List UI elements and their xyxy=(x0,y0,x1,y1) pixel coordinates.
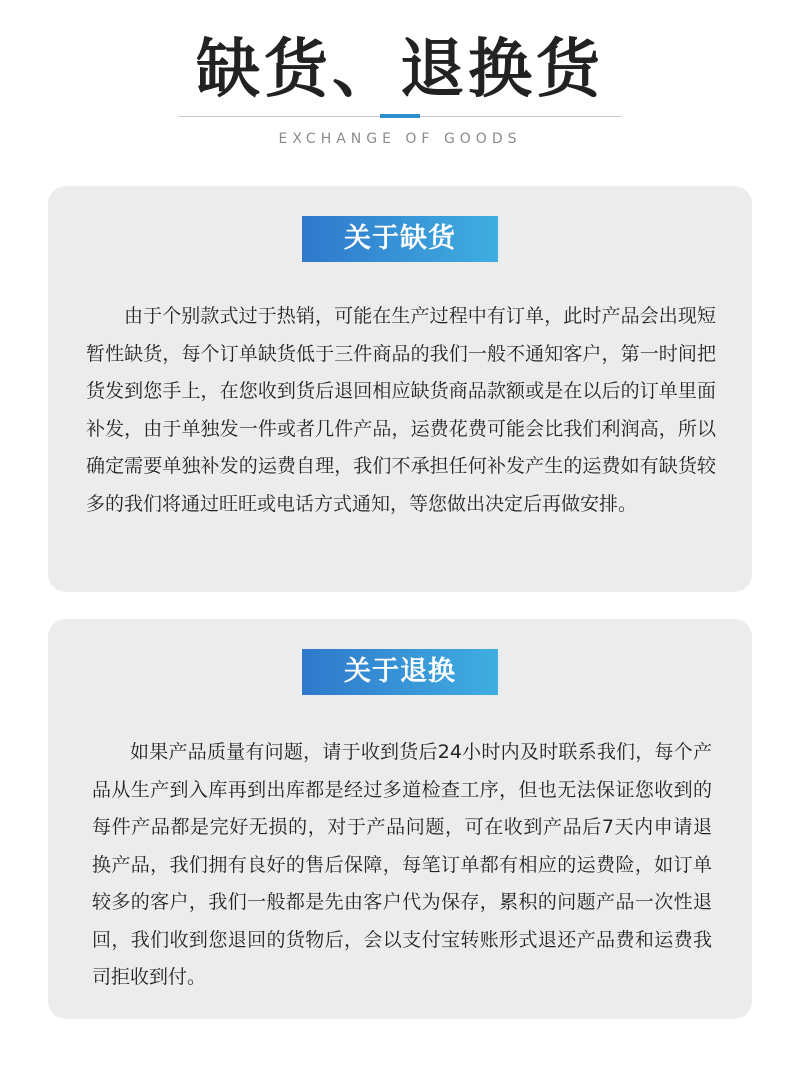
page-subtitle: EXCHANGE OF GOODS xyxy=(278,131,522,147)
return-exchange-section xyxy=(48,619,752,1019)
page-title: 缺货、退换货 xyxy=(196,33,604,107)
title-accent-bar xyxy=(380,114,420,118)
out-of-stock-text: 由于个别款式过于热销，可能在生产过程中有订单，此时产品会出现短暂性缺货，每个订单缺货低于三件商品的我们一般不通知客户，第一时间把货发到您手上，在您收到货后退回相应缺货商品款额或是在以后的订单里面补发，由于单独发一件或者几件产品，运费花费可能会比我们利润高，所以确定需要单独补发的运费自理，我们不承担任何补发产生的运费如有缺货较多的我们将通过旺旺或电话方式通知，等您做出决定后再做安排。 xyxy=(86,305,716,515)
out-of-stock-label: 关于缺货 xyxy=(302,216,498,262)
out-of-stock-section xyxy=(48,186,752,592)
return-exchange-label: 关于退换 xyxy=(302,649,498,695)
return-exchange-text: 如果产品质量有问题，请于收到货后24小时内及时联系我们，每个产品从生产到入库再到出库都是经过多道检查工序，但也无法保证您收到的每件产品都是完好无损的，对于产品问题，可在收到产品后7天内申请退换产品，我们拥有良好的售后保障，每笔订单都有相应的运费险，如订单较多的客户，我们一般都是先由客户代为保存，累积的问题产品一次性退回，我们收到您退回的货物后，会以支付宝转账形式退还产品费和运费我司拒收到付。 xyxy=(92,741,712,988)
page-header xyxy=(0,0,800,170)
